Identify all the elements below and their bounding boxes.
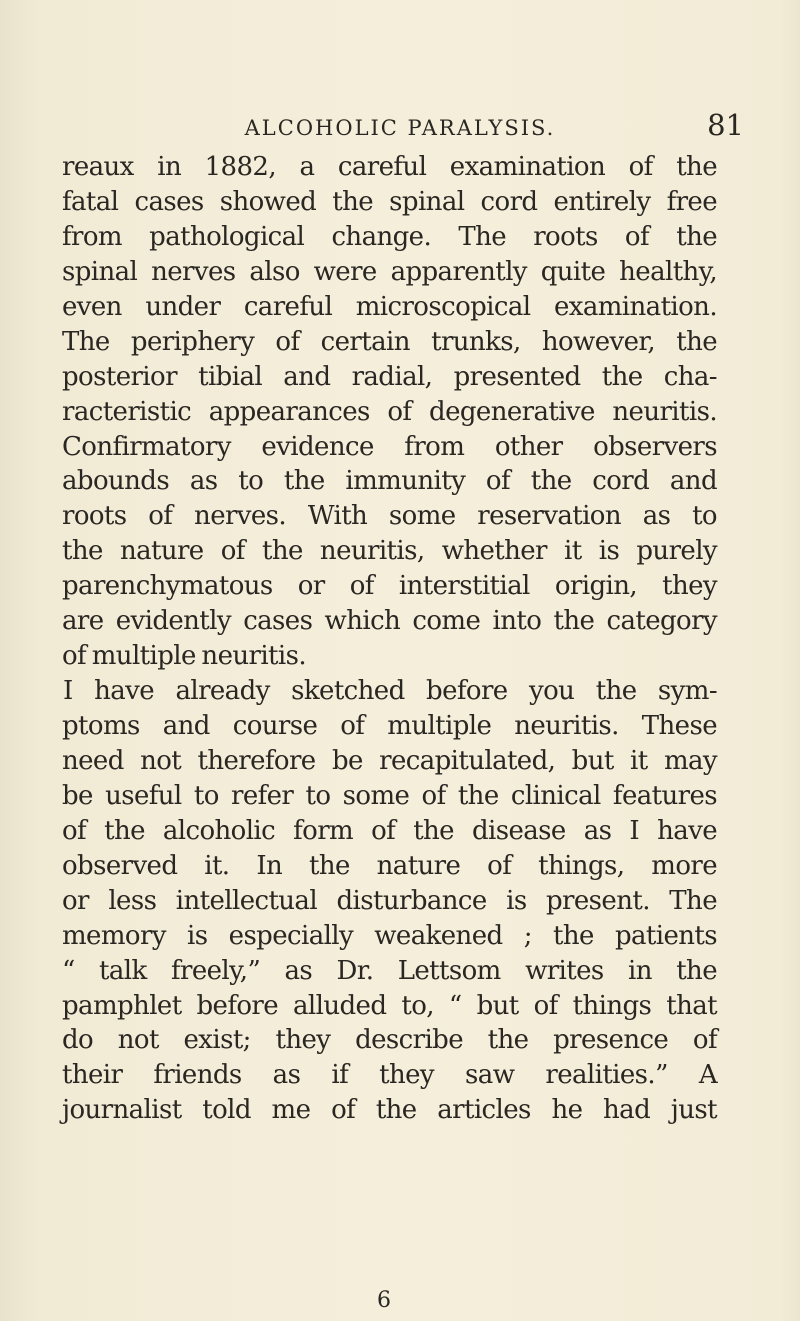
text-line: the nature of the neuritis, whether it is purely xyxy=(62,536,717,567)
signature-mark: 6 xyxy=(377,1288,391,1313)
text-line: posterior tibial and radial, presented the cha- xyxy=(62,361,717,392)
text-line: “ talk freely,” as Dr. Lettsom writes in the xyxy=(62,955,717,986)
text-line: of multiple neuritis. xyxy=(62,641,307,672)
text-line: from pathological change. The roots of the xyxy=(62,221,717,252)
text-line: The periphery of certain trunks, however, the xyxy=(62,326,717,357)
body-text xyxy=(62,150,717,1128)
text-line: Confirmatory evidence from other observers xyxy=(62,431,717,462)
text-line: fatal cases showed the spinal cord entirely free xyxy=(62,186,717,217)
text-line: be useful to refer to some of the clinical features xyxy=(62,780,717,811)
text-line: need not therefore be recapitulated, but it may xyxy=(62,745,717,776)
text-line: observed it. In the nature of things, more xyxy=(62,850,717,881)
signature-mark-row xyxy=(0,1288,800,1313)
text-line: roots of nerves. With some reservation as to xyxy=(62,501,717,532)
text-line: reaux in 1882, a careful examination of the xyxy=(62,152,717,182)
running-head xyxy=(0,108,800,148)
text-line: spinal nerves also were apparently quite healthy, xyxy=(62,256,717,287)
running-title: ALCOHOLIC PARALYSIS. xyxy=(244,116,556,140)
text-line: are evidently cases which come into the category xyxy=(62,606,717,637)
text-line: parenchymatous or of interstitial origin, they xyxy=(62,571,717,602)
text-line: do not exist; they describe the presence of xyxy=(62,1025,717,1056)
text-line: ptoms and course of multiple neuritis. These xyxy=(62,711,717,741)
text-line: racteristic appearances of degenerative neuritis. xyxy=(62,396,717,427)
text-line: pamphlet before alluded to, “ but of things that xyxy=(62,990,717,1021)
text-line: of the alcoholic form of the disease as I have xyxy=(62,815,717,846)
text-line: their friends as if they saw realities.” A xyxy=(62,1060,717,1091)
text-line: memory is especially weakened ; the patients xyxy=(62,920,717,951)
text-line: journalist told me of the articles he had just xyxy=(62,1095,717,1126)
text-line: abounds as to the immunity of the cord and xyxy=(62,466,717,497)
text-line: even under careful microscopical examination. xyxy=(62,291,717,322)
text-line: or less intellectual disturbance is present. The xyxy=(62,885,717,916)
text-line: I have already sketched before you the sym- xyxy=(63,676,717,707)
page-number: 81 xyxy=(707,108,744,142)
